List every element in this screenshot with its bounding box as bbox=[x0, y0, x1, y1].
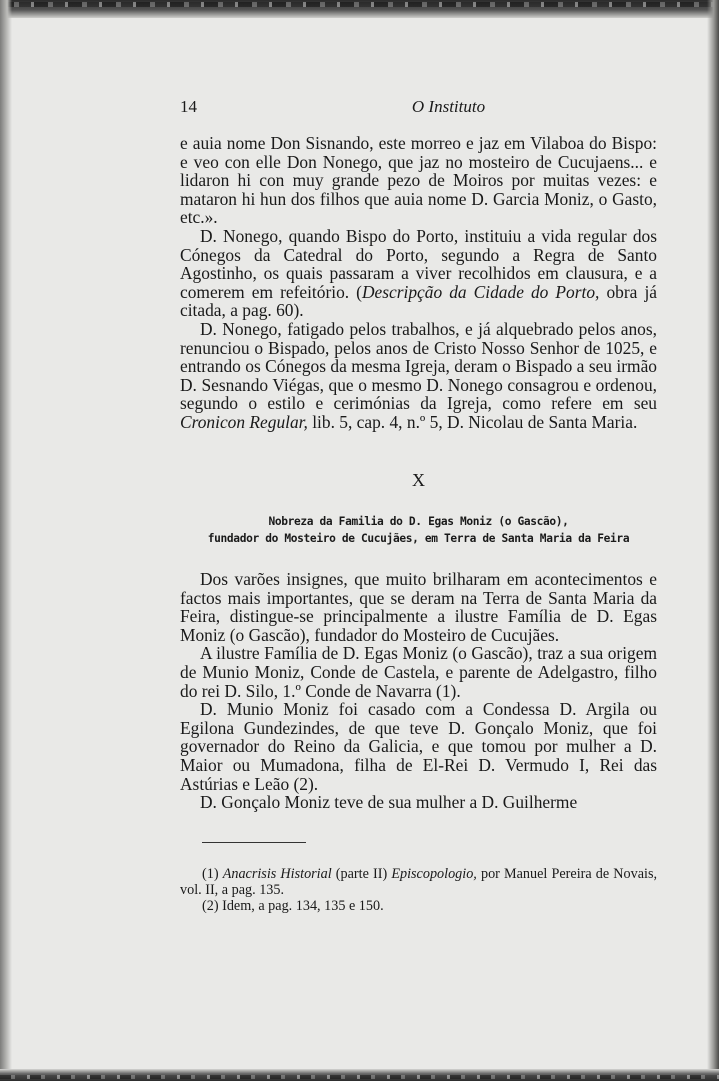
paragraph: e auia nome Don Sisnando, este morreo e jaz em Vilaboa do Bispo: e veo con elle Don Nonego, que jaz no mosteiro de Cucujaens... e lidaron hi con muy grande pezo de Moiros por muitas vezes: e mataron hi hun dos filhos que auia nome D. Garcia Moniz, o Gasto, etc.». bbox=[180, 133, 657, 228]
section-number: X bbox=[412, 470, 425, 490]
section-heading bbox=[180, 513, 657, 547]
section-heading-line: fundador do Mosteiro de Cucujães, em Terra de Santa Maria da Feira bbox=[207, 532, 630, 545]
italic-citation: Cronicon Regular, bbox=[180, 411, 308, 432]
footnote-2: (2) Idem, a pag. 134, 135 e 150. bbox=[202, 898, 384, 914]
running-head bbox=[180, 97, 657, 121]
footnote-1: (1) Anacrisis Historial (parte II) Episcopologio, por Manuel Pereira de Novais, vol. II, a pag. 135. bbox=[180, 866, 658, 898]
paragraph: D. Gonçalo Moniz teve de sua mulher a D. Guilherme bbox=[200, 792, 578, 813]
italic-citation: Descripção da Cidade do Porto, bbox=[361, 281, 600, 302]
paragraph: D. Munio Moniz foi casado com a Condessa D. Argila ou Egilona Gundezindes, de que teve D. Gonçalo Moniz, que foi governador do Reino da Galicia, e que tomou por mulher a D. Maior ou Mumadona, filha de El-Rei D. Vermudo I, Rei das Astúrias e Leão (2). bbox=[180, 699, 657, 794]
section-1-text bbox=[180, 134, 657, 432]
page-number: 14 bbox=[180, 97, 197, 116]
section-heading-line: Nobreza da Familia do D. Egas Moniz (o Gascão), bbox=[268, 515, 569, 528]
running-title: O Instituto bbox=[411, 97, 486, 116]
paragraph: D. Nonego, quando Bispo do Porto, instituiu a vida regular dos Cónegos da Catedral do Porto, segundo a Regra de Santo Agostinho, os quais passaram a viver recolhidos em clausura, e a comerem em refeitório. (Descripção da Cidade do Porto, obra já citada, a pag. 60). bbox=[180, 225, 657, 321]
section-2-text bbox=[180, 570, 657, 812]
footnotes bbox=[180, 866, 657, 914]
paragraph: A ilustre Família de D. Egas Moniz (o Gascão), traz a sua origem de Munio Moniz, Conde de Castela, e parente de Adelgastro, filho do rei D. Silo, 1.º Conde de Navarra (1). bbox=[180, 643, 657, 701]
paragraph: Dos varões insignes, que muito brilharam em acontecimentos e factos mais importantes, que se deram na Terra de Santa Maria da Feira, distingue-se principalmente a ilustre Família de D. Egas Moniz (o Gascão), fundador do Mosteiro de Cucujães. bbox=[180, 569, 657, 645]
paragraph: D. Nonego, fatigado pelos trabalhos, e já alquebrado pelos anos, renunciou o Bispado, pelos anos de Cristo Nosso Senhor de 1025, e entrando os Cónegos da mesma Igreja, deram o Bispado a seu irmão D. Sesnando Viégas, que o mesmo D. Nonego consagrou e ordenou, segundo o estilo e cerimónias da Igreja, como refere em seu Cronicon Regular, lib. 5, cap. 4, n.º 5, D. Nicolau de Santa Maria. bbox=[180, 318, 657, 432]
footnote-rule bbox=[202, 842, 306, 843]
